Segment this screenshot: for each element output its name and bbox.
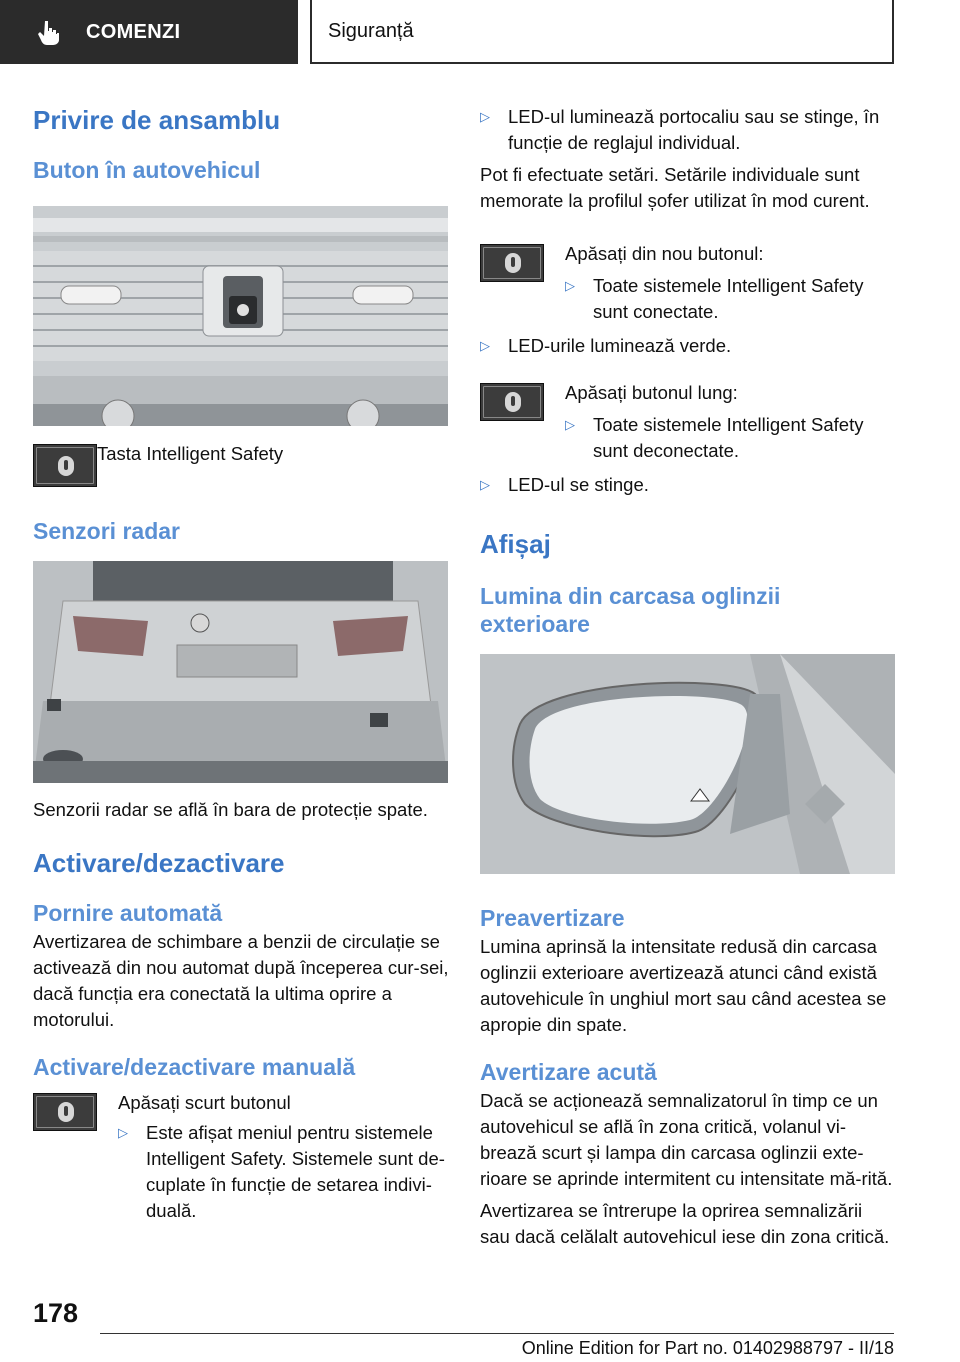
dashboard-button-photo <box>33 206 448 426</box>
triangle-bullet-icon: ▷ <box>565 278 575 293</box>
list-item <box>118 1120 451 1224</box>
left-column <box>33 92 451 1224</box>
heading-auto-start: Pornire automată <box>33 900 223 926</box>
heading-manual: Activare/dezactivare manuală <box>33 1054 356 1080</box>
button-caption: Tasta Intelligent Safety <box>97 443 284 464</box>
auto-start-text: Avertizarea de schimbare a benzii de circulație se activează din nou automat după începerea cur-sei, dacă funcția era conectată la ultima oprire a motorului. <box>33 931 449 1030</box>
heading-display: Afișaj <box>480 529 551 559</box>
rear-bumper-photo <box>33 561 448 783</box>
radar-caption: Senzorii radar se află în bara de protecție spate. <box>33 799 428 820</box>
header-tab-commands[interactable] <box>0 0 298 64</box>
edition-note: Online Edition for Part no. 01402988797 - II/18 <box>521 1338 894 1358</box>
list-item <box>480 333 896 359</box>
manual-bullet-text: Este afișat meniul pentru sistemele Intelligent Safety. Sistemele sunt de-cuplate în funcție de setarea indivi-duală. <box>146 1122 445 1221</box>
triangle-bullet-icon: ▷ <box>480 109 490 124</box>
settings-text: Pot fi efectuate setări. Setările individuale sunt memorate la profilul șofer utilizat în mod curent. <box>480 164 870 211</box>
intelligent-safety-button-icon <box>33 444 97 487</box>
press-again-text: Apăsați din nou butonul: <box>565 243 764 264</box>
bullet-led-orange: LED-ul luminează portocaliu sau se stinge, în funcție de reglajul individual. <box>508 106 880 153</box>
triangle-bullet-icon: ▷ <box>565 417 575 432</box>
heading-overview: Privire de ansamblu <box>33 105 281 135</box>
bullet-all-off: Toate sistemele Intelligent Safety sunt deconectate. <box>593 414 864 461</box>
page-number: 178 <box>33 1298 79 1328</box>
pointing-hand-icon <box>36 19 62 45</box>
heading-activation: Activare/dezactivare <box>33 848 285 878</box>
manual-step-text: Apăsați scurt butonul <box>118 1092 291 1113</box>
triangle-bullet-icon: ▷ <box>118 1125 128 1140</box>
list-item <box>480 472 896 498</box>
triangle-bullet-icon: ▷ <box>480 338 490 353</box>
acute-warning-text: Dacă se acționează semnalizatorul în timp ce un autovehicul se află în zona critică, volanul vi-brează scurt și lampa din carcasa oglinzii exte-rioare se aprinde intermitent cu intensitate mă-rită. <box>480 1090 893 1189</box>
right-column <box>480 104 896 1250</box>
bullet-all-on: Toate sistemele Intelligent Safety sunt conectate. <box>593 275 864 322</box>
bullet-led-off: LED-ul se stinge. <box>508 474 649 495</box>
press-long-text: Apăsați butonul lung: <box>565 382 738 403</box>
footer-divider <box>100 1333 894 1334</box>
list-item <box>480 104 896 156</box>
button-caption-row <box>33 444 451 487</box>
chapter-title: Siguranță <box>328 19 414 42</box>
bullet-led-green: LED-urile luminează verde. <box>508 335 732 356</box>
heading-acute-warning: Avertizare acută <box>480 1059 657 1085</box>
list-item <box>565 273 896 325</box>
intelligent-safety-button-icon <box>480 244 544 282</box>
manual-step-row <box>33 1093 451 1224</box>
side-mirror-photo <box>480 654 895 874</box>
intelligent-safety-button-icon <box>33 1093 97 1131</box>
press-again-row <box>480 244 896 325</box>
prewarning-text: Lumina aprinsă la intensitate redusă din carcasa oglinzii exterioare avertizează atunci când există autovehicule în unghiul mort sau când acestea se apropie din spate. <box>480 936 887 1035</box>
list-item <box>565 412 896 464</box>
heading-prewarning: Preavertizare <box>480 905 625 931</box>
heading-radar-sensors: Senzori radar <box>33 518 180 544</box>
acute-warning-text-2: Avertizarea se întrerupe la oprirea semnalizării sau dacă celălalt autovehicul iese din zona critică. <box>480 1200 890 1247</box>
triangle-bullet-icon: ▷ <box>480 477 490 492</box>
intelligent-safety-button-icon <box>480 383 544 421</box>
header-tab-label: COMENZI <box>86 20 181 43</box>
header-tab-chapter[interactable] <box>310 0 894 64</box>
heading-button-in-vehicle: Buton în autovehicul <box>33 157 261 183</box>
heading-mirror-light: Lumina din carcasa oglinzii exterioare <box>480 583 781 637</box>
press-long-row <box>480 383 896 464</box>
